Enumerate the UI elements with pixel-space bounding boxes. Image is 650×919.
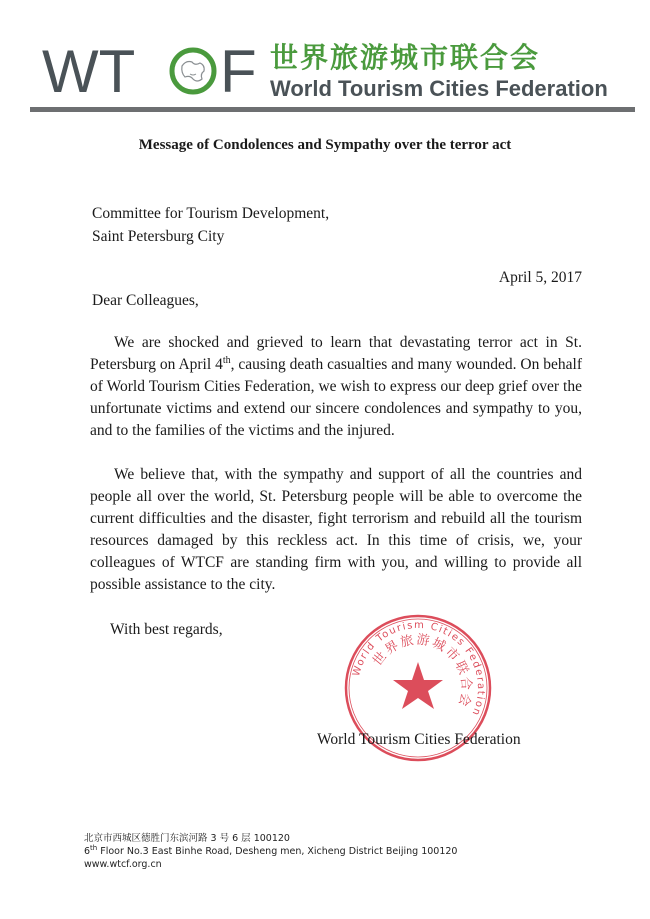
paragraph-1-ordinal: th (222, 354, 231, 366)
wtcf-logo (42, 40, 622, 104)
footer-address (84, 832, 457, 871)
logo-wt-text: WT (42, 38, 136, 105)
logo-f-text: F (220, 38, 257, 105)
recipient-line-2: Saint Petersburg City (92, 228, 225, 245)
footer-address-english (84, 845, 457, 858)
paragraph-1 (90, 332, 582, 442)
paragraph-1-part-b: , causing death casualties and many wounded. On behalf of World Tourism Cities Federation, we wish to express our deep grief over the unfortunate victims and extend our sincere condolences and sympathy to you, and to the families of the victims and the injured. (90, 356, 583, 439)
salutation: Dear Colleagues, (92, 292, 199, 309)
closing: With best regards, (110, 621, 223, 638)
footer-website: www.wtcf.org.cn (84, 859, 162, 870)
footer-floor-ordinal: th (90, 843, 98, 852)
svg-text:世界旅游城市联合会: 世界旅游城市联合会 (370, 632, 474, 710)
footer-floor-number: 6 (84, 846, 91, 857)
footer-address-chinese: 北京市西城区德胜门东滨河路 3 号 6 层 100120 (84, 833, 290, 844)
paragraph-2: We believe that, with the sympathy and support of all the countries and people all over the world, St. Petersburg people will be able to overcome the current difficulties and the disaster, fight terrorism and rebuild all the tourism resources damaged by this reckless act. In this time of crisis, we, your colleagues of WTCF are standing firm with you, and willing to provide all possible assistance to the city. (90, 466, 582, 593)
recipient-line-1: Committee for Tourism Development, (92, 205, 330, 222)
header-divider (30, 107, 635, 112)
svg-text:World Tourism Cities Federatio: World Tourism Cities Federation (351, 619, 487, 718)
paragraph-1-part-a: We are shocked and grieved to learn that devastating terror act in St. Petersburg on April 4 (90, 334, 582, 373)
org-name-english: World Tourism Cities Federation (270, 76, 608, 101)
org-name-chinese: 世界旅游城市联合会 (270, 41, 541, 74)
letter-date: April 5, 2017 (498, 269, 582, 286)
footer-address-rest: Floor No.3 East Binhe Road, Desheng men, Xicheng District Beijing 100120 (97, 846, 458, 857)
recipient-address (92, 202, 329, 248)
letter-title: Message of Condolences and Sympathy over the terror act (138, 137, 512, 153)
signature-organization: World Tourism Cities Federation (317, 731, 521, 748)
globe-icon (168, 46, 218, 96)
